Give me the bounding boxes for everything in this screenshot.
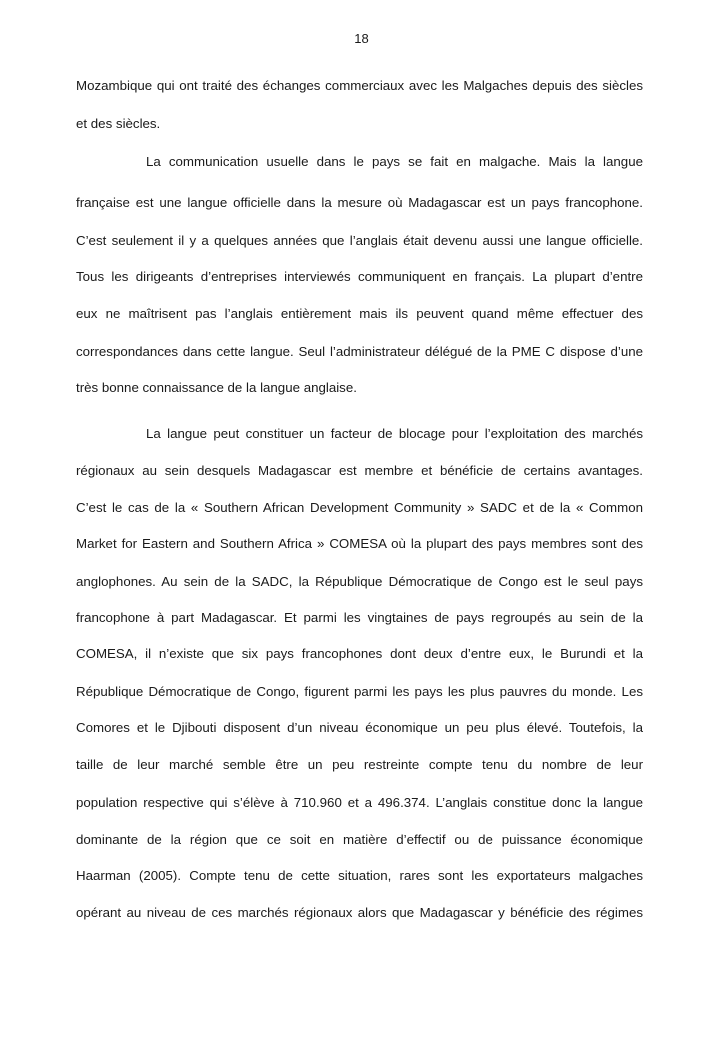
text-line: COMESA, il n’existe que six pays francophones dont deux d’entre eux, le Burundi et la (76, 646, 643, 661)
page-number: 18 (354, 31, 369, 46)
text-line: dominante de la région que ce soit en matière d’effectif ou de puissance économique (76, 832, 643, 847)
text-line: anglophones. Au sein de la SADC, la République Démocratique de Congo est le seul pays (76, 574, 643, 589)
text-line: opérant au niveau de ces marchés régionaux alors que Madagascar y bénéficie des régimes (76, 905, 643, 920)
text-line: Tous les dirigeants d’entreprises interviewés communiquent en français. La plupart d’entre (76, 269, 643, 284)
text-line: Haarman (2005). Compte tenu de cette situation, rares sont les exportateurs malgaches (76, 868, 643, 883)
text-line: République Démocratique de Congo, figurent parmi les pays les plus pauvres du monde. Les (76, 684, 643, 699)
text-line: La communication usuelle dans le pays se fait en malgache. Mais la langue (146, 154, 643, 169)
text-line: La langue peut constituer un facteur de blocage pour l’exploitation des marchés (146, 426, 643, 441)
text-line: C’est seulement il y a quelques années que l’anglais était devenu aussi une langue officielle. (76, 233, 643, 248)
text-line: Comores et le Djibouti disposent d’un niveau économique un peu plus élevé. Toutefois, la (76, 720, 643, 735)
text-line: Mozambique qui ont traité des échanges commerciaux avec les Malgaches depuis des siècles (76, 78, 643, 93)
text-line: correspondances dans cette langue. Seul l’administrateur délégué de la PME C dispose d’une (76, 344, 643, 359)
text-line: Market for Eastern and Southern Africa » COMESA où la plupart des pays membres sont des (76, 536, 643, 551)
text-line: francophone à part Madagascar. Et parmi les vingtaines de pays regroupés au sein de la (76, 610, 643, 625)
text-line: C’est le cas de la « Southern African Development Community » SADC et de la « Common (76, 500, 643, 515)
text-line: eux ne maîtrisent pas l’anglais entièrement mais ils peuvent quand même effectuer des (76, 306, 643, 321)
text-line: population respective qui s’élève à 710.960 et a 496.374. L’anglais constitue donc la langue (76, 795, 643, 810)
text-line: française est une langue officielle dans la mesure où Madagascar est un pays francophone. (76, 195, 643, 210)
text-line: taille de leur marché semble être un peu restreinte compte tenu du nombre de leur (76, 757, 643, 772)
text-line: régionaux au sein desquels Madagascar est membre et bénéficie de certains avantages. (76, 463, 643, 478)
text-line: et des siècles. (76, 116, 161, 131)
text-line: très bonne connaissance de la langue anglaise. (76, 380, 357, 395)
